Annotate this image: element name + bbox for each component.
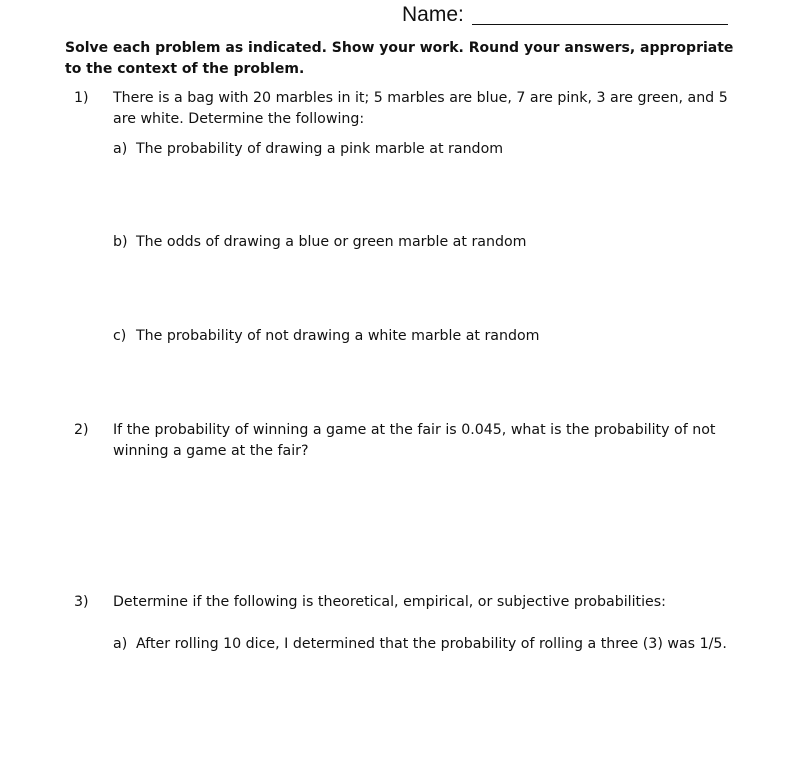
name-label: Name: <box>402 3 464 26</box>
part-letter: a) <box>113 141 128 157</box>
part-letter: c) <box>113 328 127 344</box>
part-letter: a) <box>113 636 128 652</box>
instructions: Solve each problem as indicated. Show your work. Round your answers, appropriate to the context of the problem. <box>65 40 734 77</box>
part-text: The probability of not drawing a white marble at random <box>136 328 540 344</box>
name-field-row <box>402 3 728 27</box>
question-number: 3) <box>74 594 89 610</box>
question-3-part-a <box>113 634 733 655</box>
question-1-part-a <box>113 139 733 160</box>
question-1-part-b <box>113 232 733 253</box>
question-1-part-c <box>113 326 733 347</box>
part-text: The odds of drawing a blue or green marble at random <box>136 234 527 250</box>
question-text: Determine if the following is theoretical, empirical, or subjective probabilities: <box>113 594 666 610</box>
question-text: There is a bag with 20 marbles in it; 5 marbles are blue, 7 are pink, 3 are green, and 5 are white. Determine the following: <box>113 90 728 127</box>
name-blank-line[interactable] <box>472 24 728 25</box>
part-text: The probability of drawing a pink marble at random <box>136 141 504 157</box>
question-number: 2) <box>74 422 89 438</box>
question-text: If the probability of winning a game at the fair is 0.045, what is the probability of not winning a game at the fair? <box>113 422 716 459</box>
part-letter: b) <box>113 234 128 250</box>
part-text: After rolling 10 dice, I determined that the probability of rolling a three (3) was 1/5. <box>136 636 727 652</box>
question-number: 1) <box>74 90 89 106</box>
